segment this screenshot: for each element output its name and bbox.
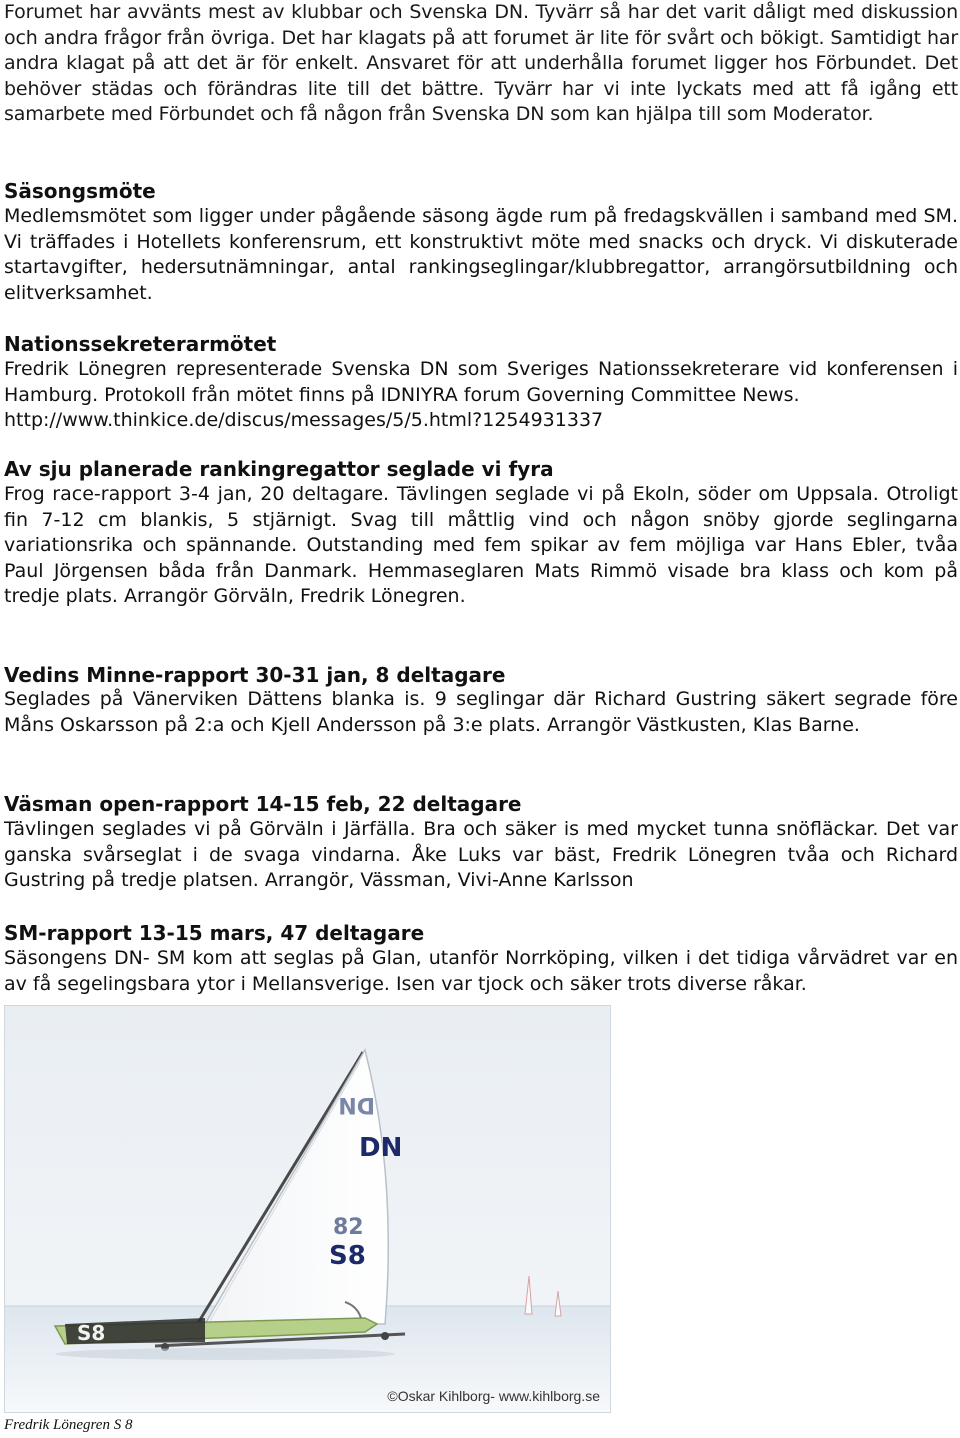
sail-mark-mirror: DN [338, 1092, 375, 1117]
section-body-sasongsmote: Medlemsmötet som ligger under pågående säsong ägde rum på fredagskvällen i samband med SM. Vi träffades i Hotellets konferensrum, ett konstruktivt möte med snacks och dryck. Vi diskuterade startavgifter, hedersutnämningar, antal rankingseglingar/klubbregattor, arrangörsutbildning och elitverksamhet. [4, 205, 958, 304]
section-body-text: Fredrik Lönegren representerade Svenska DN som Sveriges Nationssekreterare vid konferensen i Hamburg. Protokoll från mötet finns på IDNIYRA forum Governing Committee News. [4, 358, 958, 406]
sail-mark-number: S8 [329, 1241, 366, 1271]
photo-caption: Fredrik Lönegren S 8 [4, 1417, 133, 1433]
section-body-nationssekreterarmotet [4, 357, 958, 434]
iceboat-illustration [5, 1006, 610, 1412]
section-body-sm-rapport: Säsongens DN- SM kom att seglas på Glan, utanför Norrköping, vilken i det tidiga vårvädret var en av få segelingsbara ytor i Mellansverige. Isen var tjock och säker trots diverse råkar. [4, 947, 958, 995]
photo-credit: ©Oskar Kihlborg- www.kihlborg.se [387, 1388, 600, 1404]
sail-mark-class: DN [359, 1133, 403, 1163]
sail-mark-number-mirror: 82 [333, 1215, 364, 1240]
section-heading-vasman-open: Väsman open-rapport 14-15 feb, 22 deltagare [4, 792, 522, 816]
hull-mark: S8 [77, 1321, 106, 1345]
iceboat-photo [4, 1005, 611, 1413]
section-heading-vedins-minne: Vedins Minne-rapport 30-31 jan, 8 deltagare [4, 663, 506, 687]
section-body-vedins-minne: Seglades på Vänerviken Dättens blanka is. 9 seglingar där Richard Gustring säkert segrade före Måns Oskarsson på 2:a och Kjell Andersson på 3:e plats. Arrangör Västkusten, Klas Barne. [4, 688, 958, 736]
section-heading-rankingregattor: Av sju planerade rankingregattor seglade vi fyra [4, 457, 554, 481]
forum-link[interactable]: http://www.thinkice.de/discus/messages/5/5.html?1254931337 [4, 409, 604, 431]
section-body-rankingregattor: Frog race-rapport 3-4 jan, 20 deltagare. Tävlingen seglade vi på Ekoln, söder om Uppsala. Otroligt fin 7-12 cm blankis, 5 stjärnigt. Svag till måttlig vind och någon snöby gjorde seglingarna variationsrika och spännande. Outstanding med fem spikar av fem möjliga var Hans Ebler, tvåa Paul Jörgensen båda från Danmark. Hemmaseglaren Mats Rimmö visade bra klass och kom på tredje plats. Arrangör Görväln, Fredrik Lönegren. [4, 483, 958, 607]
section-heading-nationssekreterarmotet: Nationssekreterarmötet [4, 332, 277, 356]
section-heading-sm-rapport: SM-rapport 13-15 mars, 47 deltagare [4, 921, 425, 945]
section-heading-sasongsmote: Säsongsmöte [4, 179, 156, 203]
intro-paragraph: Forumet har avvänts mest av klubbar och Svenska DN. Tyvärr så har det varit dåligt med diskussion och andra frågor från övriga. Det har klagats på att forumet är lite för svårt och bökigt. Samtidigt har andra klagat på att det är för enkelt. Ansvaret för att underhålla forumet ligger hos Förbundet. Det behöver städas och förändras lite till det bättre. Tyvärr har vi inte lyckats med att få igång ett samarbete med Förbundet och få någon från Svenska DN som kan hjälpa till som Moderator. [4, 1, 958, 125]
section-body-vasman-open: Tävlingen seglades vi på Görväln i Järfälla. Bra och säker is med mycket tunna snöfläckar. Det var ganska svårseglat i de svaga vindarna. Åke Luks var bäst, Fredrik Lönegren tvåa och Richard Gustring på tredje platsen. Arrangör, Vässman, Vivi-Anne Karlsson [4, 818, 958, 891]
